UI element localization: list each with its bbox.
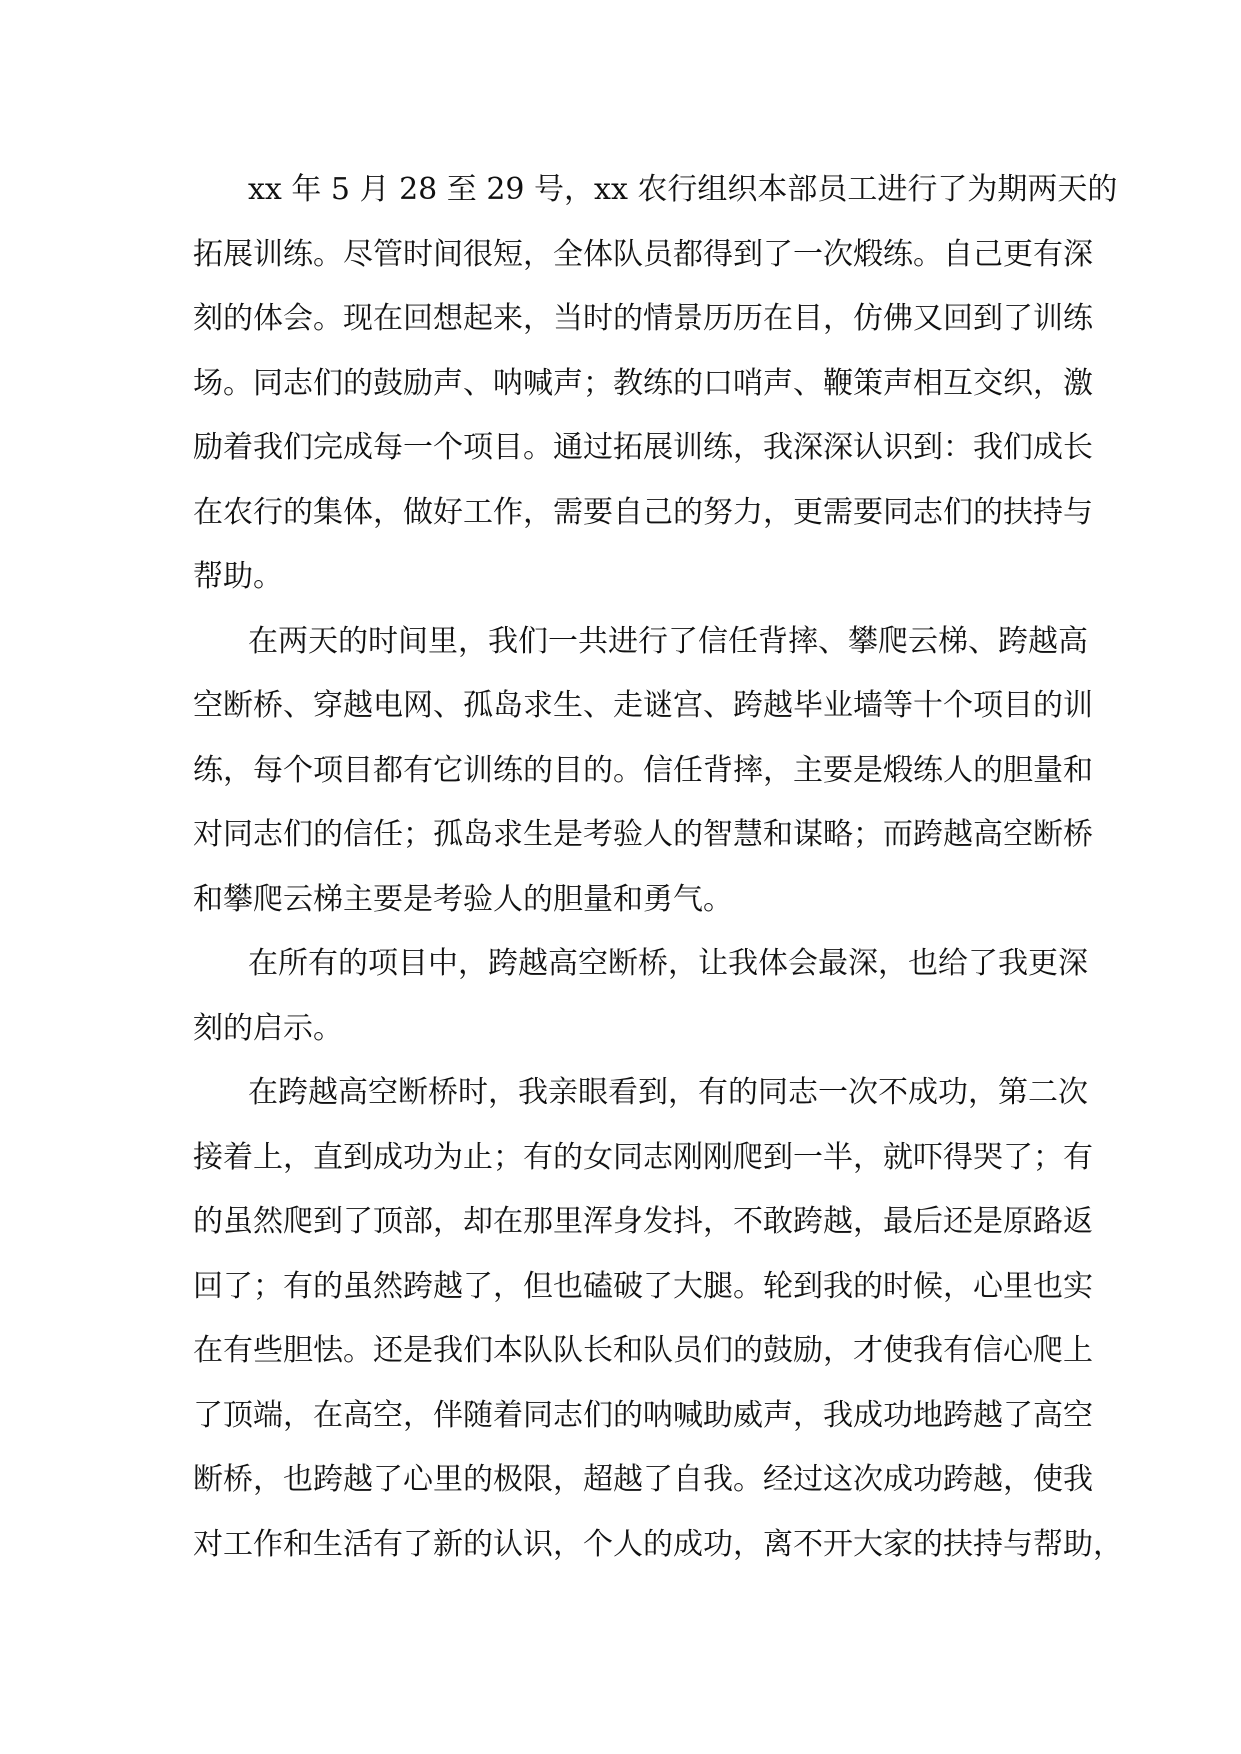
text-line: 在所有的项目中，跨越高空断桥，让我体会最深，也给了我更深 <box>248 946 1088 981</box>
text-line: 拓展训练。尽管时间很短，全体队员都得到了一次煅练。自己更有深 <box>193 236 1093 272</box>
text-line: 和攀爬云梯主要是考验人的胆量和勇气。 <box>193 881 733 917</box>
text-line: 断桥，也跨越了心里的极限，超越了自我。经过这次成功跨越，使我 <box>193 1462 1093 1497</box>
text-line: 刻的启示。 <box>193 1010 343 1046</box>
text-line: 接着上，直到成功为止；有的女同志刚刚爬到一半，就吓得哭了；有 <box>193 1139 1093 1175</box>
text-line: 的虽然爬到了顶部，却在那里浑身发抖，不敢跨越，最后还是原路返 <box>193 1204 1093 1239</box>
text-line: 在两天的时间里，我们一共进行了信任背摔、攀爬云梯、跨越高 <box>248 623 1088 659</box>
text-line: 在农行的集体，做好工作，需要自己的努力，更需要同志们的扶持与 <box>193 494 1093 530</box>
text-line: 了顶端，在高空，伴随着同志们的呐喊助威声，我成功地跨越了高空 <box>193 1397 1093 1433</box>
text-line: 励着我们完成每一个项目。通过拓展训练，我深深认识到：我们成长 <box>193 430 1093 465</box>
text-line: 回了；有的虽然跨越了，但也磕破了大腿。轮到我的时候，心里也实 <box>193 1268 1093 1304</box>
text-line: 帮助。 <box>193 559 283 594</box>
text-line: 对工作和生活有了新的认识，个人的成功，离不开大家的扶持与帮助， <box>193 1526 1123 1562</box>
text-line: 练，每个项目都有它训练的目的。信任背摔，主要是煅练人的胆量和 <box>193 752 1093 788</box>
text-line: xx 年 5 月 28 至 29 号，xx 农行组织本部员工进行了为期两天的 <box>248 172 1118 207</box>
text-line: 对同志们的信任；孤岛求生是考验人的智慧和谋略；而跨越高空断桥 <box>193 817 1093 852</box>
text-line: 在跨越高空断桥时，我亲眼看到，有的同志一次不成功，第二次 <box>248 1075 1088 1110</box>
text-line: 刻的体会。现在回想起来，当时的情景历历在目，仿佛又回到了训练 <box>193 301 1093 336</box>
document-body <box>193 158 1123 1577</box>
text-line: 在有些胆怯。还是我们本队队长和队员们的鼓励，才使我有信心爬上 <box>193 1333 1093 1368</box>
text-line: 场。同志们的鼓励声、呐喊声；教练的口哨声、鞭策声相互交织，激 <box>193 365 1093 401</box>
text-line: 空断桥、穿越电网、孤岛求生、走谜宫、跨越毕业墙等十个项目的训 <box>193 688 1093 723</box>
